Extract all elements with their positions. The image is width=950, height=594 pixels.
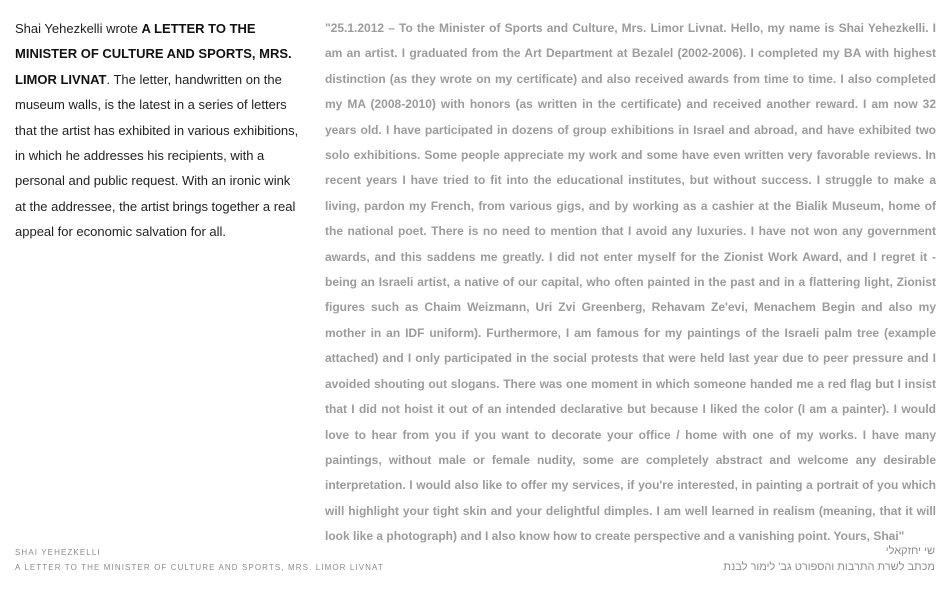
artist-name: Shai Yehezkelli (15, 21, 103, 36)
footer-hebrew-work-title: מכתב לשרת התרבות והספורט גב' לימור לבנת (723, 561, 935, 573)
intro-paragraph (15, 16, 299, 245)
letter-text: "25.1.2012 – To the Minister of Sports and Culture, Mrs. Limor Livnat. Hello, my name is Shai Yehezkelli. I am an artist. I graduated from the Art Department at Bezalel (2002-2006). I completed my BA with highest distinction (as they wrote on my certificate) and also received awards from time to time. I also completed my MA (2008-2010) with honors (as written in the certificate) and received another reward. I am now 32 years old. I have participated in dozens of group exhibitions in Israel and abroad, and have exhibited two solo exhibitions. Some people appreciate my work and some have even written very favorable reviews. In recent years I have tried to fit into the educational institutes, but without success. I struggle to make a living, pardon my French, from various gigs, and by working as a cashier at the Bialik Museum, home of the national poet. There is no need to mention that I avoid any luxuries. I have not won any government awards, and this saddens me greatly. I did not enter myself for the Zionist Work Award, and I regret it - being an Israeli artist, a native of our capital, who often painted in the past and in a flattering light, Zionist figures such as Chaim Weizmann, Uri Zvi Greenberg, Rehavam Ze'evi, Menachem Begin and also my mother in an IDF uniform). Furthermore, I am famous for my paintings of the Israeli palm tree (example attached) and I only participated in the social protests that were held last year due to peer pressure and I avoided shouting out slogans. There was one moment in which someone handed me a red flag but I insist that I did not hoist it out of an intended declarative but because I liked the color (I am a painter). I would love to hear from you if you want to decorate your office / home with one of my works. I have many paintings, without male or female nudity, some are completely abstract and welcome any desirable interpretation. I would also like to offer my services, if you're interested, in painting a portrait of you which will highlight your tight skin and your delightful dimples. I am well learned in realism (meaning, that it will look like a photograph) and I also know how to create perspective and a vanishing point. Yours, Shai" (325, 21, 936, 544)
footer-work-title: A LETTER TO THE MINISTER OF CULTURE AND SPORTS, MRS. LIMOR LIVNAT (15, 563, 384, 572)
footer-english-caption (15, 545, 384, 575)
work-title: A LETTER TO THE MINISTER OF CULTURE AND SPORTS, MRS. LIMOR LIVNAT (15, 21, 292, 87)
footer-hebrew-artist-name: שי יחזקאלי (885, 545, 935, 557)
intro-description: . The letter, handwritten on the museum walls, is the latest in a series of letters that the artist has exhibited in various exhibitions, in which he addresses his recipients, with a personal and public request. With an ironic wink at the addressee, the artist brings together a real appeal for economic salvation for all. (15, 71, 299, 240)
footer-hebrew-caption (723, 543, 935, 575)
intro-verb: wrote (102, 21, 142, 36)
footer-artist-name: SHAI YEHEZKELLI (15, 548, 101, 557)
